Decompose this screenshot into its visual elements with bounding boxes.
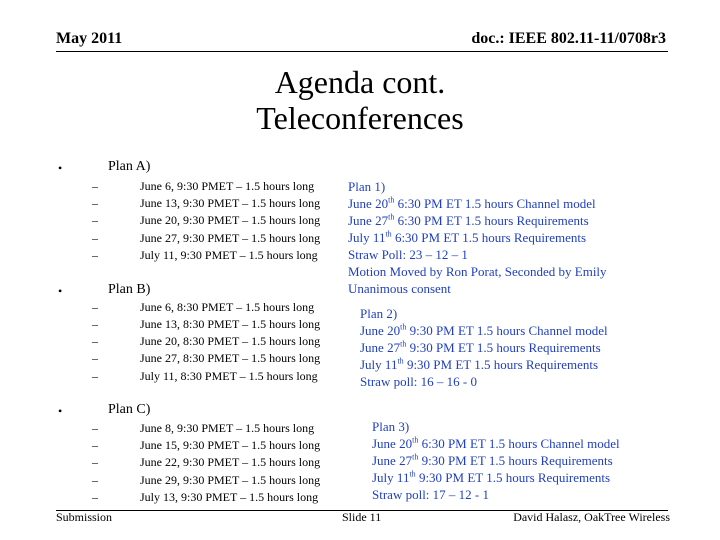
plan-b-item-1: June 6, 8:30 PMET – 1.5 hours long — [140, 300, 315, 314]
plan-c-item-4: June 29, 9:30 PMET – 1.5 hours long — [140, 473, 321, 487]
plan-a-label: Plan A) — [108, 159, 151, 174]
plan-3-line-2: June 27th 9:30 PM ET 1.5 hours Requirements — [372, 452, 613, 468]
plan-b-label: Plan B) — [108, 282, 151, 297]
dash-marker: – — [92, 231, 98, 245]
plan-a-item-3: June 20, 9:30 PMET – 1.5 hours long — [140, 213, 321, 227]
plan-1-line-2: June 27th 6:30 PM ET 1.5 hours Requirements — [348, 212, 589, 228]
dash-marker: – — [92, 179, 98, 193]
slide-title-line1: Agenda cont. — [274, 64, 446, 100]
plan-1-straw-poll: Straw Poll: 23 – 12 – 1 — [348, 247, 468, 262]
plan-c-item-5: July 13, 9:30 PMET – 1.5 hours long — [140, 490, 319, 504]
bullet-plan-a: • — [58, 161, 63, 175]
plan-3-title: Plan 3) — [372, 419, 410, 434]
dash-marker: – — [92, 438, 98, 452]
dash-marker: – — [92, 455, 98, 469]
plan-c-item-3: June 22, 9:30 PMET – 1.5 hours long — [140, 455, 321, 469]
footer-slide-number: Slide 11 — [342, 510, 382, 524]
dash-marker: – — [92, 196, 98, 210]
dash-marker: – — [92, 317, 98, 331]
plan-1-line-3: July 11th 6:30 PM ET 1.5 hours Requirements — [348, 229, 587, 245]
plan-b-item-2: June 13, 8:30 PMET – 1.5 hours long — [140, 317, 321, 331]
plan-3-line-3: July 11th 9:30 PM ET 1.5 hours Requirements — [372, 469, 611, 485]
plan-2-title: Plan 2) — [360, 306, 398, 321]
plan-2-line-1: June 20th 9:30 PM ET 1.5 hours Channel model — [360, 322, 608, 338]
plan-a-item-2: June 13, 9:30 PMET – 1.5 hours long — [140, 196, 321, 210]
plan-c-label: Plan C) — [108, 402, 151, 417]
footer-submission: Submission — [56, 510, 113, 524]
plan-2-line-3: July 11th 9:30 PM ET 1.5 hours Requirements — [360, 356, 599, 372]
plan-2-note — [360, 305, 608, 390]
header-doc-id: doc.: IEEE 802.11-11/0708r3 — [471, 30, 666, 47]
plan-a-item-5: July 11, 9:30 PMET – 1.5 hours long — [140, 248, 318, 262]
dash-marker: – — [92, 248, 98, 262]
plan-3-line-1: June 20th 6:30 PM ET 1.5 hours Channel model — [372, 435, 620, 451]
footer-author: David Halasz, OakTree Wireless — [513, 510, 670, 524]
plan-a-item-4: June 27, 9:30 PMET – 1.5 hours long — [140, 231, 321, 245]
dash-marker: – — [92, 369, 98, 383]
dash-marker: – — [92, 473, 98, 487]
dash-marker: – — [92, 490, 98, 504]
plan-a-item-1: June 6, 9:30 PMET – 1.5 hours long — [140, 179, 315, 193]
bullet-plan-b: • — [58, 284, 63, 298]
plan-b-item-5: July 11, 8:30 PMET – 1.5 hours long — [140, 369, 318, 383]
plan-2-line-2: June 27th 9:30 PM ET 1.5 hours Requirements — [360, 339, 601, 355]
plan-1-note — [348, 178, 607, 297]
dash-marker: – — [92, 351, 98, 365]
slide-title-line2: Teleconferences — [256, 100, 464, 136]
header-rule — [56, 51, 668, 52]
plan-c-item-2: June 15, 9:30 PMET – 1.5 hours long — [140, 438, 321, 452]
plan-3-note — [372, 418, 620, 503]
dash-marker: – — [92, 334, 98, 348]
plan-2-straw-poll: Straw poll: 16 – 16 - 0 — [360, 374, 477, 389]
plan-1-line-1: June 20th 6:30 PM ET 1.5 hours Channel model — [348, 195, 596, 211]
dash-marker: – — [92, 213, 98, 227]
plan-3-straw-poll: Straw poll: 17 – 12 - 1 — [372, 487, 489, 502]
header-date: May 2011 — [56, 30, 123, 47]
bullet-plan-c: • — [58, 404, 63, 418]
plan-b-item-3: June 20, 8:30 PMET – 1.5 hours long — [140, 334, 321, 348]
dash-marker: – — [92, 421, 98, 435]
plan-1-motion: Motion Moved by Ron Porat, Seconded by Emily — [348, 264, 607, 279]
dash-marker: – — [92, 300, 98, 314]
plan-1-consent: Unanimous consent — [348, 281, 451, 296]
plan-c-item-1: June 8, 9:30 PMET – 1.5 hours long — [140, 421, 315, 435]
plan-1-title: Plan 1) — [348, 179, 386, 194]
plan-b-item-4: June 27, 8:30 PMET – 1.5 hours long — [140, 351, 321, 365]
